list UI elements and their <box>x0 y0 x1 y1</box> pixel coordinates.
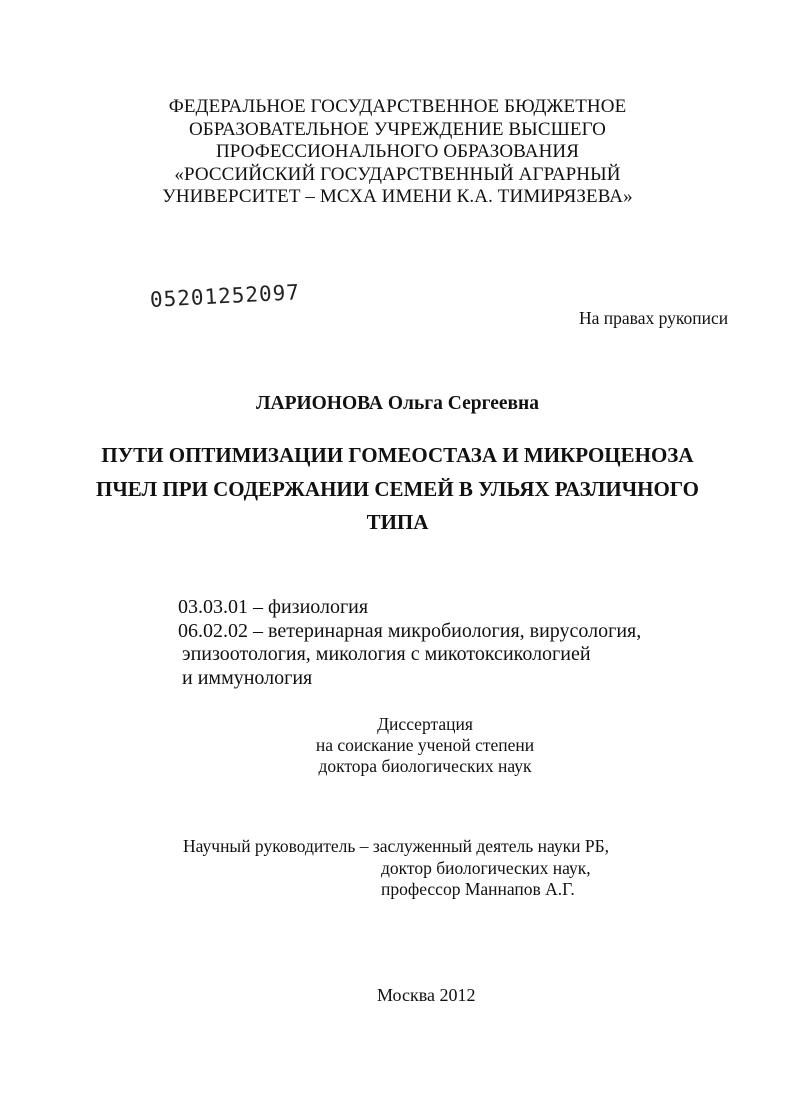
org-line: «РОССИЙСКИЙ ГОСУДАРСТВЕННЫЙ АГРАРНЫЙ <box>174 163 621 185</box>
org-line: ФЕДЕРАЛЬНОЕ ГОСУДАРСТВЕННОЕ БЮДЖЕТНОЕ <box>168 96 627 117</box>
degree-line: доктора биологических наук <box>318 756 532 776</box>
title-line: ТИПА <box>366 510 429 534</box>
org-line: УНИВЕРСИТЕТ – МСХА ИМЕНИ К.А. ТИМИРЯЗЕВА» <box>162 186 633 207</box>
degree-statement <box>0 714 795 777</box>
specialty-line: эпизоотология, микология с микотоксикологией <box>182 643 591 665</box>
degree-line: Диссертация <box>377 714 473 734</box>
organization-header <box>0 96 795 209</box>
city-year: Москва 2012 <box>377 985 476 1005</box>
specialty-line: 03.03.01 – физиология <box>178 596 369 618</box>
supervisor-line: доктор биологических наук, <box>381 857 591 878</box>
title-line: ПЧЕЛ ПРИ СОДЕРЖАНИИ СЕМЕЙ В УЛЬЯХ РАЗЛИЧНОГО <box>96 476 699 501</box>
org-line: ПРОФЕССИОНАЛЬНОГО ОБРАЗОВАНИЯ <box>215 141 579 162</box>
org-line: ОБРАЗОВАТЕЛЬНОЕ УЧРЕЖДЕНИЕ ВЫСШЕГО <box>188 118 607 140</box>
author-name: ЛАРИОНОВА Ольга Сергеевна <box>255 393 540 414</box>
specialty-line: и иммунология <box>182 666 313 689</box>
degree-line: на соискание ученой степени <box>315 735 535 755</box>
supervisor-line: профессор Маннапов А.Г. <box>381 879 575 899</box>
dissertation-title <box>0 439 795 540</box>
specialties-block <box>178 596 641 690</box>
supervisor-block <box>183 836 609 901</box>
registration-number-stamp: 05201252097 <box>149 280 301 312</box>
supervisor-line: Научный руководитель – заслуженный деятель науки РБ, <box>183 836 610 856</box>
rights-note: На правах рукописи <box>579 308 729 328</box>
title-line: ПУТИ ОПТИМИЗАЦИИ ГОМЕОСТАЗА И МИКРОЦЕНОЗА <box>101 443 694 467</box>
specialty-line: 06.02.02 – ветеринарная микробиология, вирусология, <box>178 619 642 642</box>
